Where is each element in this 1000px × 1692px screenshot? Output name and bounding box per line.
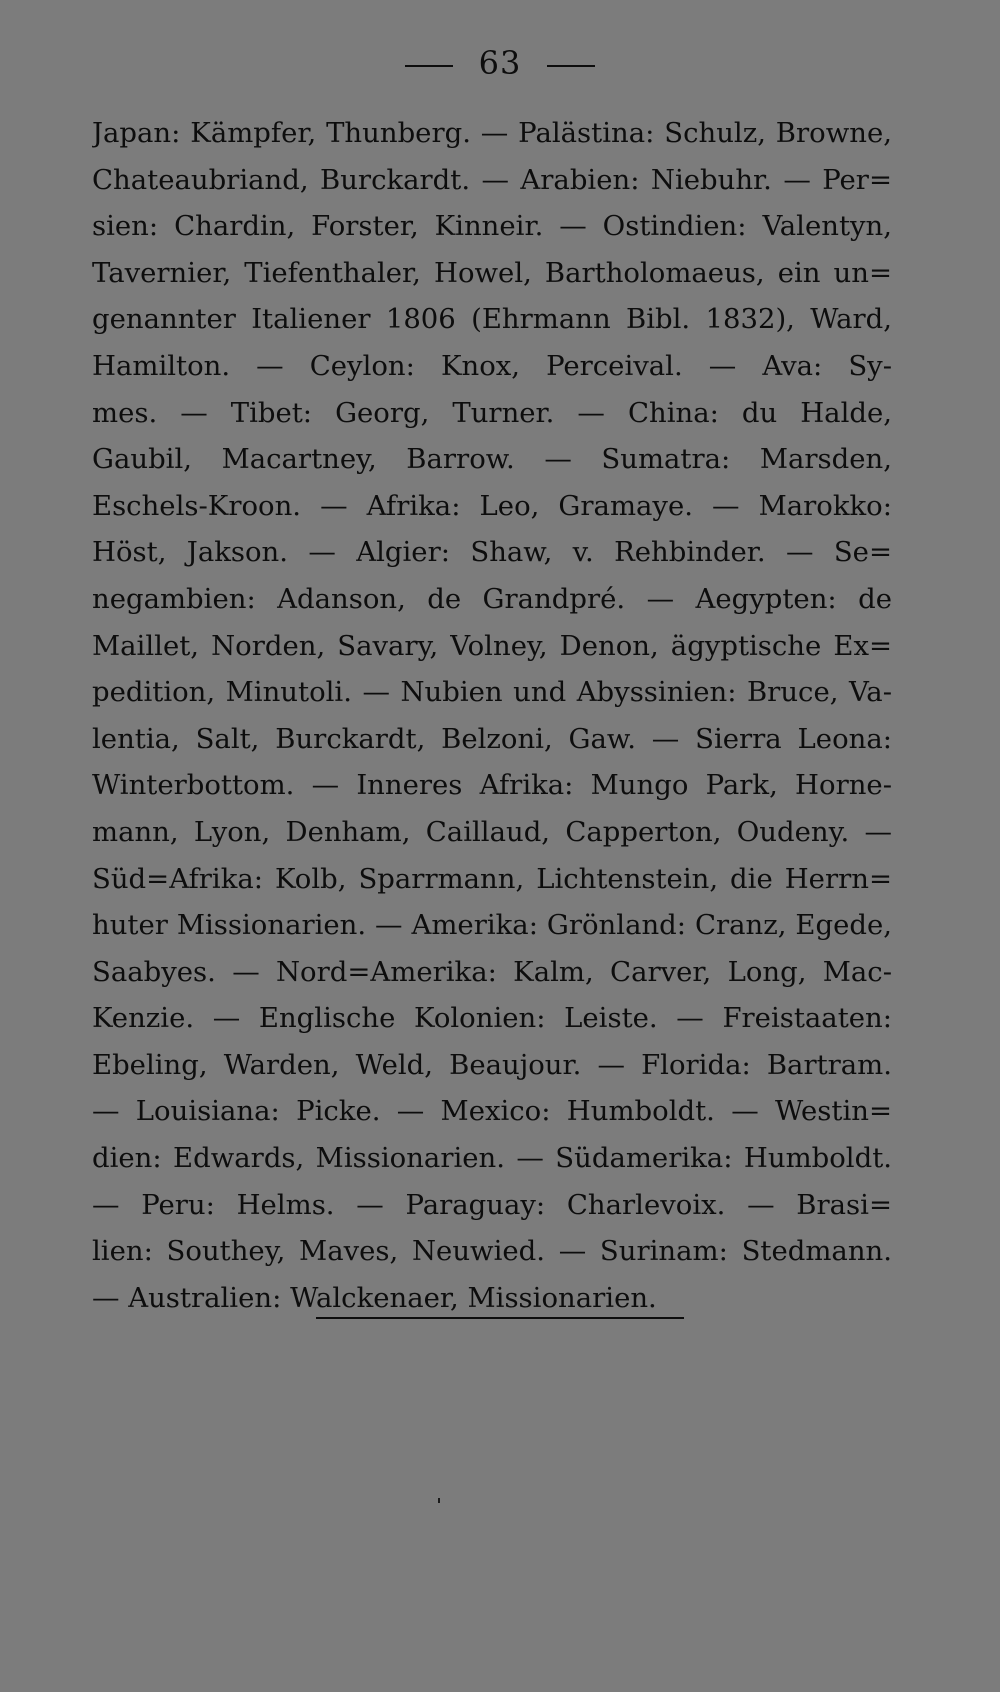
text-line: sien: Chardin, Forster, Kinneir. — Ostindien: Valentyn, [92,210,892,243]
text-line: — Peru: Helms. — Paraguay: Charlevoix. — Brasi= [92,1188,892,1221]
text-line: Chateaubriand, Burckardt. — Arabien: Niebuhr. — Per= [92,163,892,196]
text-line: Kenzie. — Englische Kolonien: Leiste. — Freistaaten: [92,1002,892,1035]
text-line: Tavernier, Tiefenthaler, Howel, Bartholomaeus, ein un= [92,256,892,289]
text-line: Winterbottom. — Inneres Afrika: Mungo Park, Horne- [92,769,892,802]
text-line: lentia, Salt, Burckardt, Belzoni, Gaw. — Sierra Leona: [92,722,892,755]
text-line-last: — Australien: Walckenaer, Missionarien. [92,1281,657,1314]
section-end-rule [316,1317,684,1319]
text-line: Maillet, Norden, Savary, Volney, Denon, ägyptische Ex= [92,629,892,662]
text-line: Eschels-Kroon. — Afrika: Leo, Gramaye. — Marokko: [92,489,892,522]
page-number-left-dash [405,65,453,67]
page-number [0,44,1000,82]
text-line: Ebeling, Warden, Weld, Beaujour. — Florida: Bartram. [92,1048,892,1081]
text-line: Süd=Afrika: Kolb, Sparrmann, Lichtenstein, die Herrn= [92,862,892,895]
text-line: — Louisiana: Picke. — Mexico: Humboldt. — Westin= [92,1095,892,1128]
page-number-text: 63 [478,44,522,82]
text-line: mann, Lyon, Denham, Caillaud, Capperton, Oudeny. — [92,815,892,848]
text-line: Höst, Jakson. — Algier: Shaw, v. Rehbinder. — Se= [92,536,892,569]
text-line: mes. — Tibet: Georg, Turner. — China: du Halde, [92,396,892,429]
text-line: pedition, Minutoli. — Nubien und Abyssinien: Bruce, Va- [92,676,892,709]
body-text [92,110,892,1321]
text-line: lien: Southey, Maves, Neuwied. — Surinam: Stedmann. [92,1235,892,1268]
text-line: Gaubil, Macartney, Barrow. — Sumatra: Marsden, [92,443,892,476]
text-line: huter Missionarien. — Amerika: Grönland: Cranz, Egede, [92,909,892,942]
text-line: dien: Edwards, Missionarien. — Südamerika: Humboldt. [92,1142,892,1175]
page-number-right-dash [547,65,595,67]
text-line: genannter Italiener 1806 (Ehrmann Bibl. 1832), Ward, [92,303,892,336]
text-line: Japan: Kämpfer, Thunberg. — Palästina: Schulz, Browne, [92,117,892,149]
text-line: Saabyes. — Nord=Amerika: Kalm, Carver, Long, Mac- [92,955,892,988]
text-line: Hamilton. — Ceylon: Knox, Perceival. — Ava: Sy- [92,349,892,382]
paper-speck [438,1498,440,1503]
text-line: negambien: Adanson, de Grandpré. — Aegypten: de [92,582,892,615]
